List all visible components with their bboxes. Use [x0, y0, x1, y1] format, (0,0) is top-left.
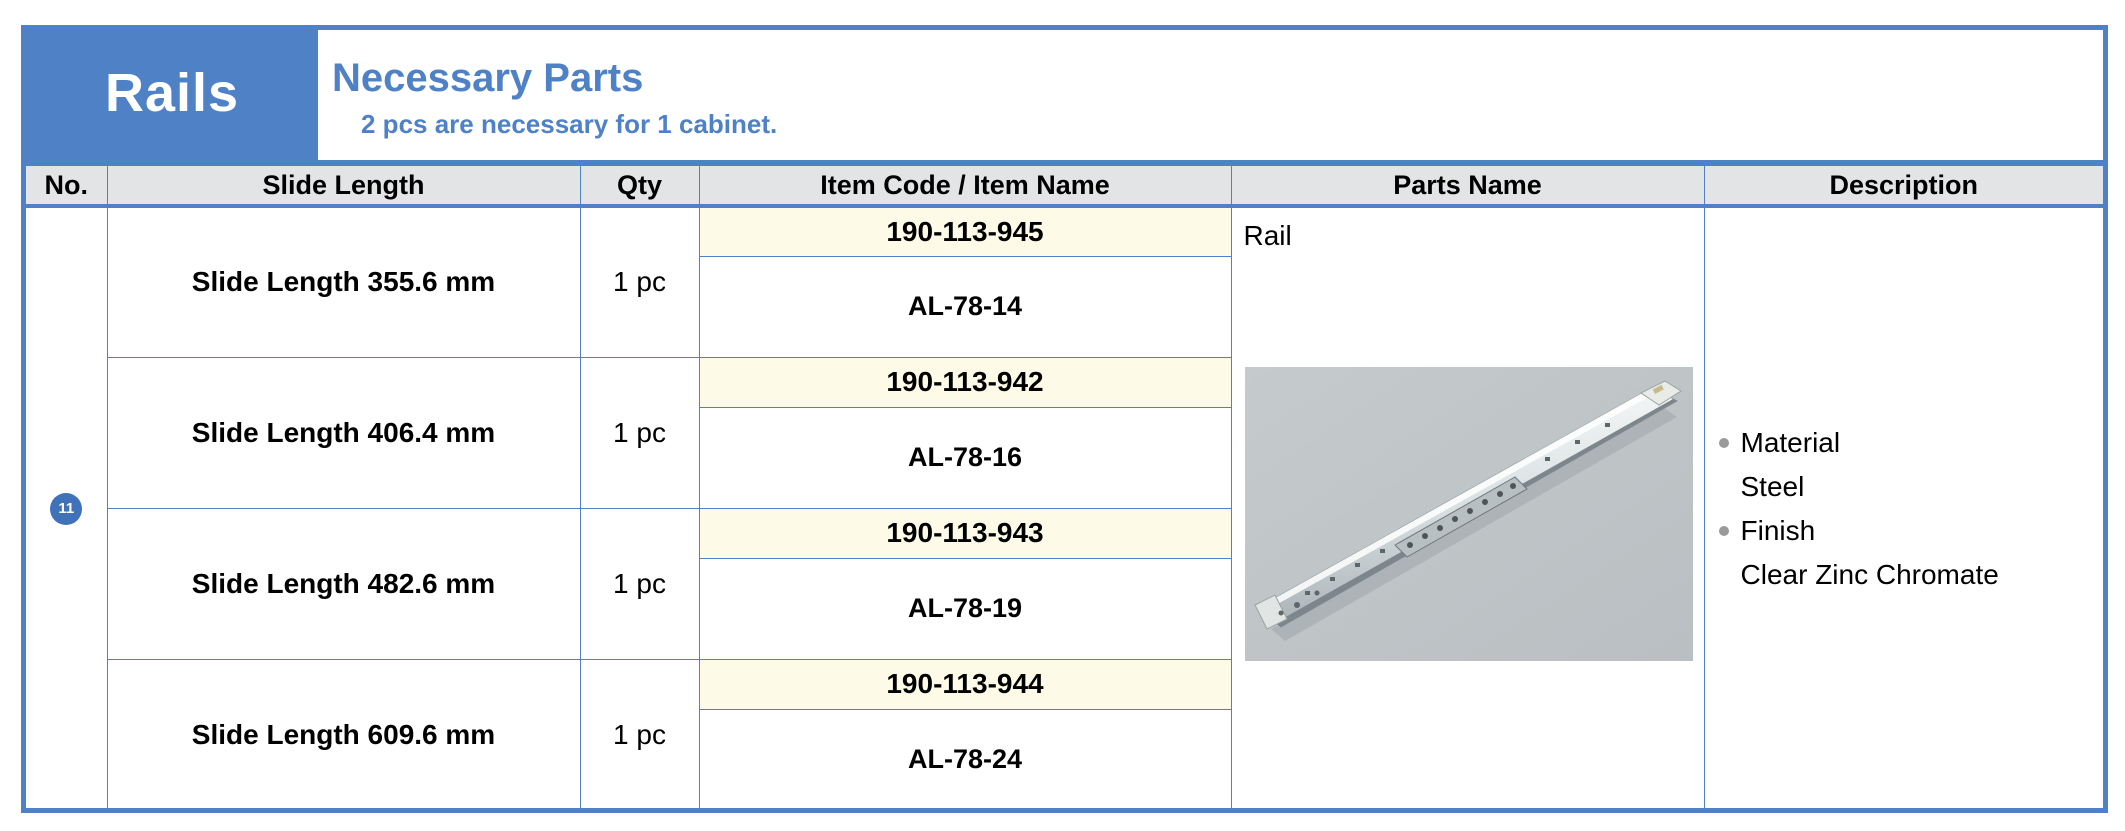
qty-cell: 1 pc	[580, 659, 699, 810]
parts-name-cell	[1231, 206, 1704, 810]
item-code-cell: 190-113-943	[699, 508, 1231, 558]
parts-sheet	[21, 25, 2108, 813]
item-code-cell: 190-113-945	[699, 206, 1231, 256]
description-cell	[1704, 206, 2103, 810]
parts-name-label: Rail	[1243, 220, 1292, 251]
col-header-no: No.	[26, 166, 107, 206]
rail-image	[1245, 367, 1693, 661]
description-label: Finish	[1740, 514, 1816, 546]
description-value: Clear Zinc Chromate	[1740, 558, 1999, 590]
page-title: Necessary Parts	[332, 56, 644, 100]
item-name: AL-78-19	[907, 593, 1023, 623]
col-header-item-code: Item Code / Item Name	[699, 166, 1231, 206]
qty-cell: 1 pc	[580, 508, 699, 659]
item-code-cell: 190-113-942	[699, 357, 1231, 407]
no-cell	[26, 206, 107, 810]
description-label: Material	[1740, 426, 1841, 458]
section-title-block	[26, 30, 318, 160]
slide-length-cell: Slide Length 482.6 mm	[107, 508, 580, 659]
description-value: Steel	[1740, 470, 1805, 502]
item-name-cell	[699, 558, 1231, 659]
item-name: AL-78-24	[907, 744, 1023, 775]
qty-cell: 1 pc	[580, 357, 699, 508]
col-header-description: Description	[1704, 166, 2103, 206]
item-name: AL-78-16	[907, 442, 1023, 472]
item-name: AL-78-14	[907, 291, 1023, 321]
bullet-icon	[1719, 526, 1729, 536]
slide-length-cell: Slide Length 609.6 mm	[107, 659, 580, 810]
slide-length-cell: Slide Length 406.4 mm	[107, 357, 580, 508]
sheet-header	[26, 30, 2103, 160]
qty-cell: 1 pc	[580, 206, 699, 357]
item-code-cell: 190-113-944	[699, 659, 1231, 709]
section-title: Rails	[104, 63, 240, 123]
item-name-cell	[699, 407, 1231, 508]
col-header-parts-name: Parts Name	[1231, 166, 1704, 206]
bullet-icon	[1719, 438, 1729, 448]
item-name-cell	[699, 709, 1231, 810]
parts-table	[26, 166, 2103, 811]
table-row	[26, 206, 2103, 256]
description-item	[1719, 421, 2104, 465]
page-subtitle: 2 pcs are necessary for 1 cabinet.	[361, 109, 778, 139]
item-number-badge: 11	[50, 493, 82, 525]
slide-length-cell: Slide Length 355.6 mm	[107, 206, 580, 357]
description-item	[1719, 509, 2104, 553]
table-header-row	[26, 166, 2103, 206]
item-name-cell	[699, 256, 1231, 357]
col-header-qty: Qty	[580, 166, 699, 206]
col-header-slide-length: Slide Length	[107, 166, 580, 206]
